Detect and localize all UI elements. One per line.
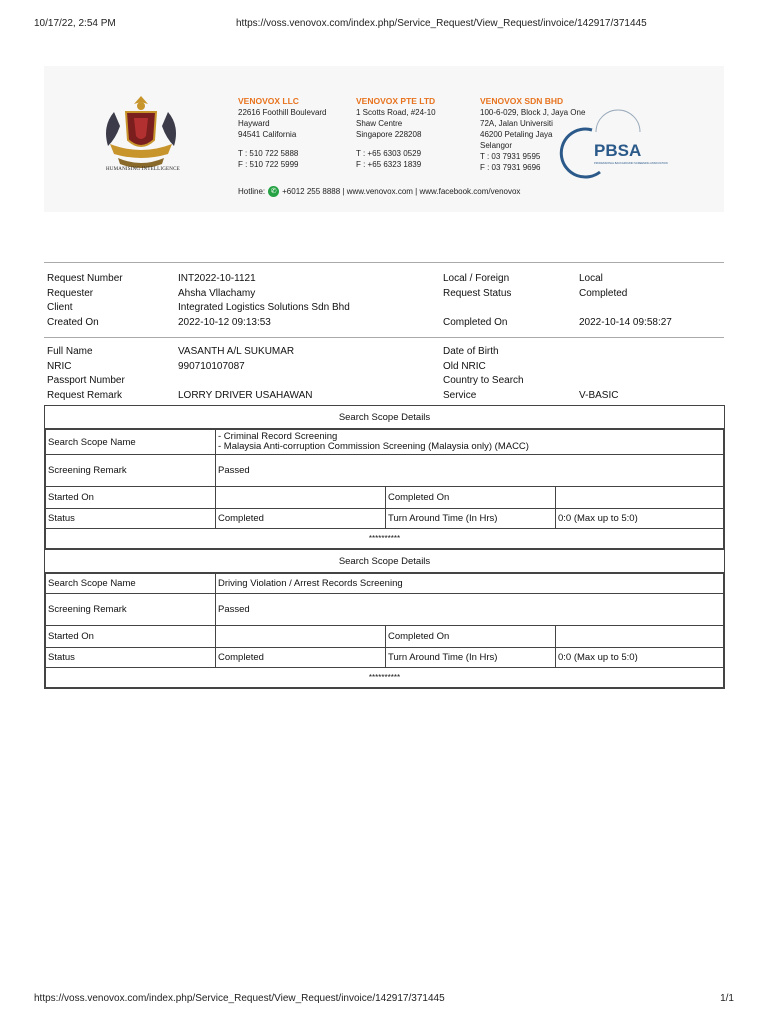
completed-on-value [556,487,724,509]
address-line: 100-6-029, Block J, Jaya One [480,108,586,117]
fax: F : +65 6323 1839 [356,160,422,169]
screening-remark-value: Passed [216,455,724,487]
completed-on-value [556,626,724,648]
scope-table [45,573,724,688]
created-on-label: Created On [47,316,99,328]
dob-label: Date of Birth [443,346,499,357]
company-name: VENOVOX PTE LTD [356,96,436,106]
country-label: Country to Search [443,375,524,386]
address-line: 1 Scotts Road, #24-10 [356,108,436,117]
client-label: Client [47,302,73,313]
separator-stars: ********** [46,668,724,688]
whatsapp-icon: ✆ [268,186,279,197]
search-scope-1 [44,405,725,550]
print-url: https://voss.venovox.com/index.php/Service_Request/View_Request/invoice/142917/371445 [236,18,647,29]
tat-value: 0:0 (Max up to 5:0) [556,648,724,668]
print-datetime: 10/17/22, 2:54 PM [34,18,116,29]
nric-value: 990710107087 [178,360,245,372]
company-name: VENOVOX LLC [238,96,299,106]
scope-name-line: - Malaysia Anti-corruption Commission Screening (Malaysia only) (MACC) [218,441,529,452]
scope-title: Search Scope Details [45,550,724,573]
local-foreign-label: Local / Foreign [443,273,510,284]
telephone: T : 510 722 5888 [238,149,299,158]
started-on-value [216,487,386,509]
pbsa-subtitle: PROFESSIONAL BACKGROUND SCREENING ASSOCIATION [594,162,668,165]
address-line: 22616 Foothill Boulevard [238,108,327,117]
tat-value: 0:0 (Max up to 5:0) [556,509,724,529]
company-venovox-llc [238,96,327,170]
request-remark-label: Request Remark [47,389,123,401]
request-number-value: INT2022-10-1121 [178,273,256,284]
pbsa-logo-icon [570,122,668,176]
status-label: Status [46,648,216,668]
screening-remark-value: Passed [216,594,724,626]
address-line: Selangor [480,141,513,150]
request-number-label: Request Number [47,273,123,284]
search-scope-2 [44,549,725,689]
request-info [47,273,727,331]
footer-url: https://voss.venovox.com/index.php/Service_Request/View_Request/invoice/142917/371445 [34,993,445,1004]
completed-on-label: Completed On [386,487,556,509]
telephone: T : 03 7931 9595 [480,152,541,161]
scope-name-value: Driving Violation / Arrest Records Screening [216,574,724,594]
page-number: 1/1 [720,993,734,1004]
address-line: 72A, Jalan Universiti [480,119,553,128]
screening-remark-label: Screening Remark [46,455,216,487]
request-status-label: Request Status [443,287,512,299]
old-nric-label: Old NRIC [443,360,486,372]
tat-label: Turn Around Time (In Hrs) [386,648,556,668]
hotline [238,186,520,197]
scope-name-label: Search Scope Name [46,430,216,455]
local-foreign-value: Local [579,273,603,284]
address-line: 94541 California [238,130,297,139]
telephone: T : +65 6303 0529 [356,149,422,158]
completed-on-value: 2022-10-14 09:58:27 [579,316,672,328]
created-on-value: 2022-10-12 09:13:53 [178,316,271,328]
status-value: Completed [216,648,386,668]
requester-value: Ahsha Vllachamy [178,287,256,299]
subject-info [47,346,727,404]
request-status-value: Completed [579,287,628,299]
address-line: Shaw Centre [356,119,403,128]
address-line: 46200 Petaling Jaya [480,130,553,139]
venovox-logo-icon [96,92,186,176]
request-remark-value: LORRY DRIVER USAHAWAN [178,389,313,401]
scope-name-line: - Criminal Record Screening [218,431,338,442]
started-on-label: Started On [46,487,216,509]
company-name: VENOVOX SDN BHD [480,96,564,106]
pbsa-text: PBSA [594,141,642,160]
hotline-label: Hotline: [238,187,266,196]
company-venovox-pte [356,96,436,170]
passport-label: Passport Number [47,375,125,386]
scope-table [45,429,724,549]
fax: F : 03 7931 9696 [480,163,541,172]
scope-name-label: Search Scope Name [46,574,216,594]
divider [44,262,724,263]
status-label: Status [46,509,216,529]
fax: F : 510 722 5999 [238,160,299,169]
scope-name-value [216,430,724,455]
status-value: Completed [216,509,386,529]
divider [44,337,724,338]
screening-remark-label: Screening Remark [46,594,216,626]
completed-on-label: Completed On [443,316,508,328]
started-on-value [216,626,386,648]
hotline-contacts: +6012 255 8888 | www.venovox.com | www.facebook.com/venovox [282,187,521,196]
tat-label: Turn Around Time (In Hrs) [386,509,556,529]
address-line: Singapore 228208 [356,130,422,139]
requester-label: Requester [47,287,94,299]
service-value: V-BASIC [579,389,619,401]
completed-on-label: Completed On [386,626,556,648]
scope-title: Search Scope Details [45,406,724,429]
full-name-value: VASANTH A/L SUKUMAR [178,346,295,357]
full-name-label: Full Name [47,346,93,357]
started-on-label: Started On [46,626,216,648]
nric-label: NRIC [47,360,72,372]
logo-tagline: HUMANISING INTELLIGENCE [106,167,180,172]
service-label: Service [443,389,477,401]
client-value: Integrated Logistics Solutions Sdn Bhd [178,302,350,313]
address-line: Hayward [238,119,270,128]
separator-stars: ********** [46,529,724,549]
letterhead [44,66,724,212]
